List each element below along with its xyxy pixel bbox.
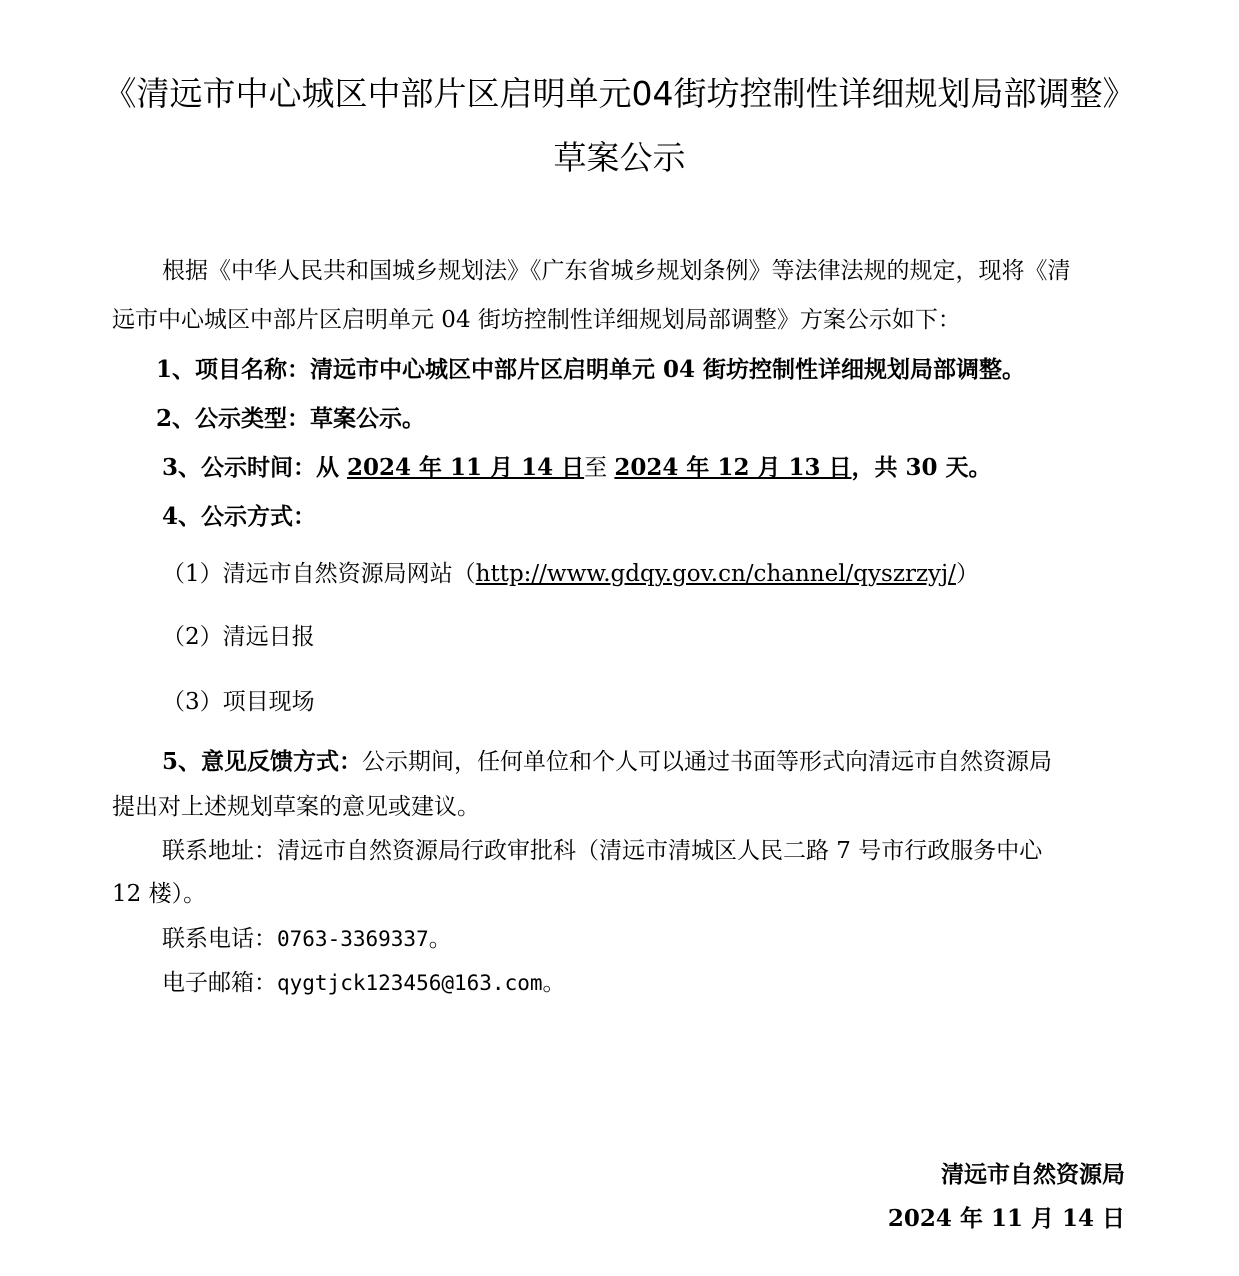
method-website-label: （1）清远市自然资源局网站（ — [162, 561, 476, 587]
contact-phone — [162, 924, 452, 954]
method-website — [162, 559, 979, 589]
method-website-suffix: ） — [955, 561, 979, 587]
item-notice-method: 4、公示方式： — [162, 503, 317, 530]
feedback-label: 5、意见反馈方式： — [162, 748, 363, 775]
signature-date: 2024 年 11 月 14 日 — [887, 1205, 1125, 1232]
method-site: （3）项目现场 — [162, 689, 315, 715]
feedback-text-line2: 提出对上述规划草案的意见或建议。 — [112, 794, 480, 820]
item-feedback — [162, 747, 1052, 777]
time-prefix: 3、公示时间：从 — [162, 454, 348, 481]
email-end: 。 — [542, 970, 566, 996]
document-subtitle: 草案公示 — [553, 138, 686, 177]
phone-label: 联系电话： — [162, 926, 277, 952]
email-address: qygtjck123456@163.com — [277, 971, 543, 995]
time-mid: 至 — [584, 455, 615, 481]
time-start-date: 2024 年 11 月 14 日 — [347, 454, 585, 481]
signature-organization: 清远市自然资源局 — [941, 1161, 1125, 1188]
feedback-text-line1: 公示期间，任何单位和个人可以通过书面等形式向清远市自然资源局 — [362, 749, 1053, 775]
time-end-date: 2024 年 12 月 13 日 — [614, 454, 852, 481]
phone-end: 。 — [428, 926, 452, 952]
document-title: 《清远市中心城区中部片区启明单元04街坊控制性详细规划局部调整》 — [103, 74, 1136, 113]
time-suffix: ，共 30 天。 — [851, 454, 992, 481]
contact-address-line2: 12 楼）。 — [112, 881, 207, 907]
phone-number: 0763-3369337 — [277, 927, 429, 951]
contact-email — [162, 968, 566, 998]
contact-address-line1: 联系地址：清远市自然资源局行政审批科（清远市清城区人民二路 7 号市行政服务中心 — [162, 838, 1043, 864]
intro-paragraph-line1: 根据《中华人民共和国城乡规划法》《广东省城乡规划条例》等法律法规的规定，现将《清 — [162, 258, 1071, 284]
website-link[interactable]: http://www.gdqy.gov.cn/channel/qyszrzyj/ — [475, 561, 956, 587]
item-notice-time — [162, 453, 992, 483]
item-notice-type: 2、公示类型：草案公示。 — [156, 405, 426, 432]
email-label: 电子邮箱： — [162, 970, 277, 996]
method-newspaper: （2）清远日报 — [162, 624, 315, 650]
item-project-name: 1、项目名称：清远市中心城区中部片区启明单元 04 街坊控制性详细规划局部调整。 — [156, 356, 1026, 383]
intro-paragraph-line2: 远市中心城区中部片区启明单元 04 街坊控制性详细规划局部调整》方案公示如下： — [112, 307, 961, 333]
